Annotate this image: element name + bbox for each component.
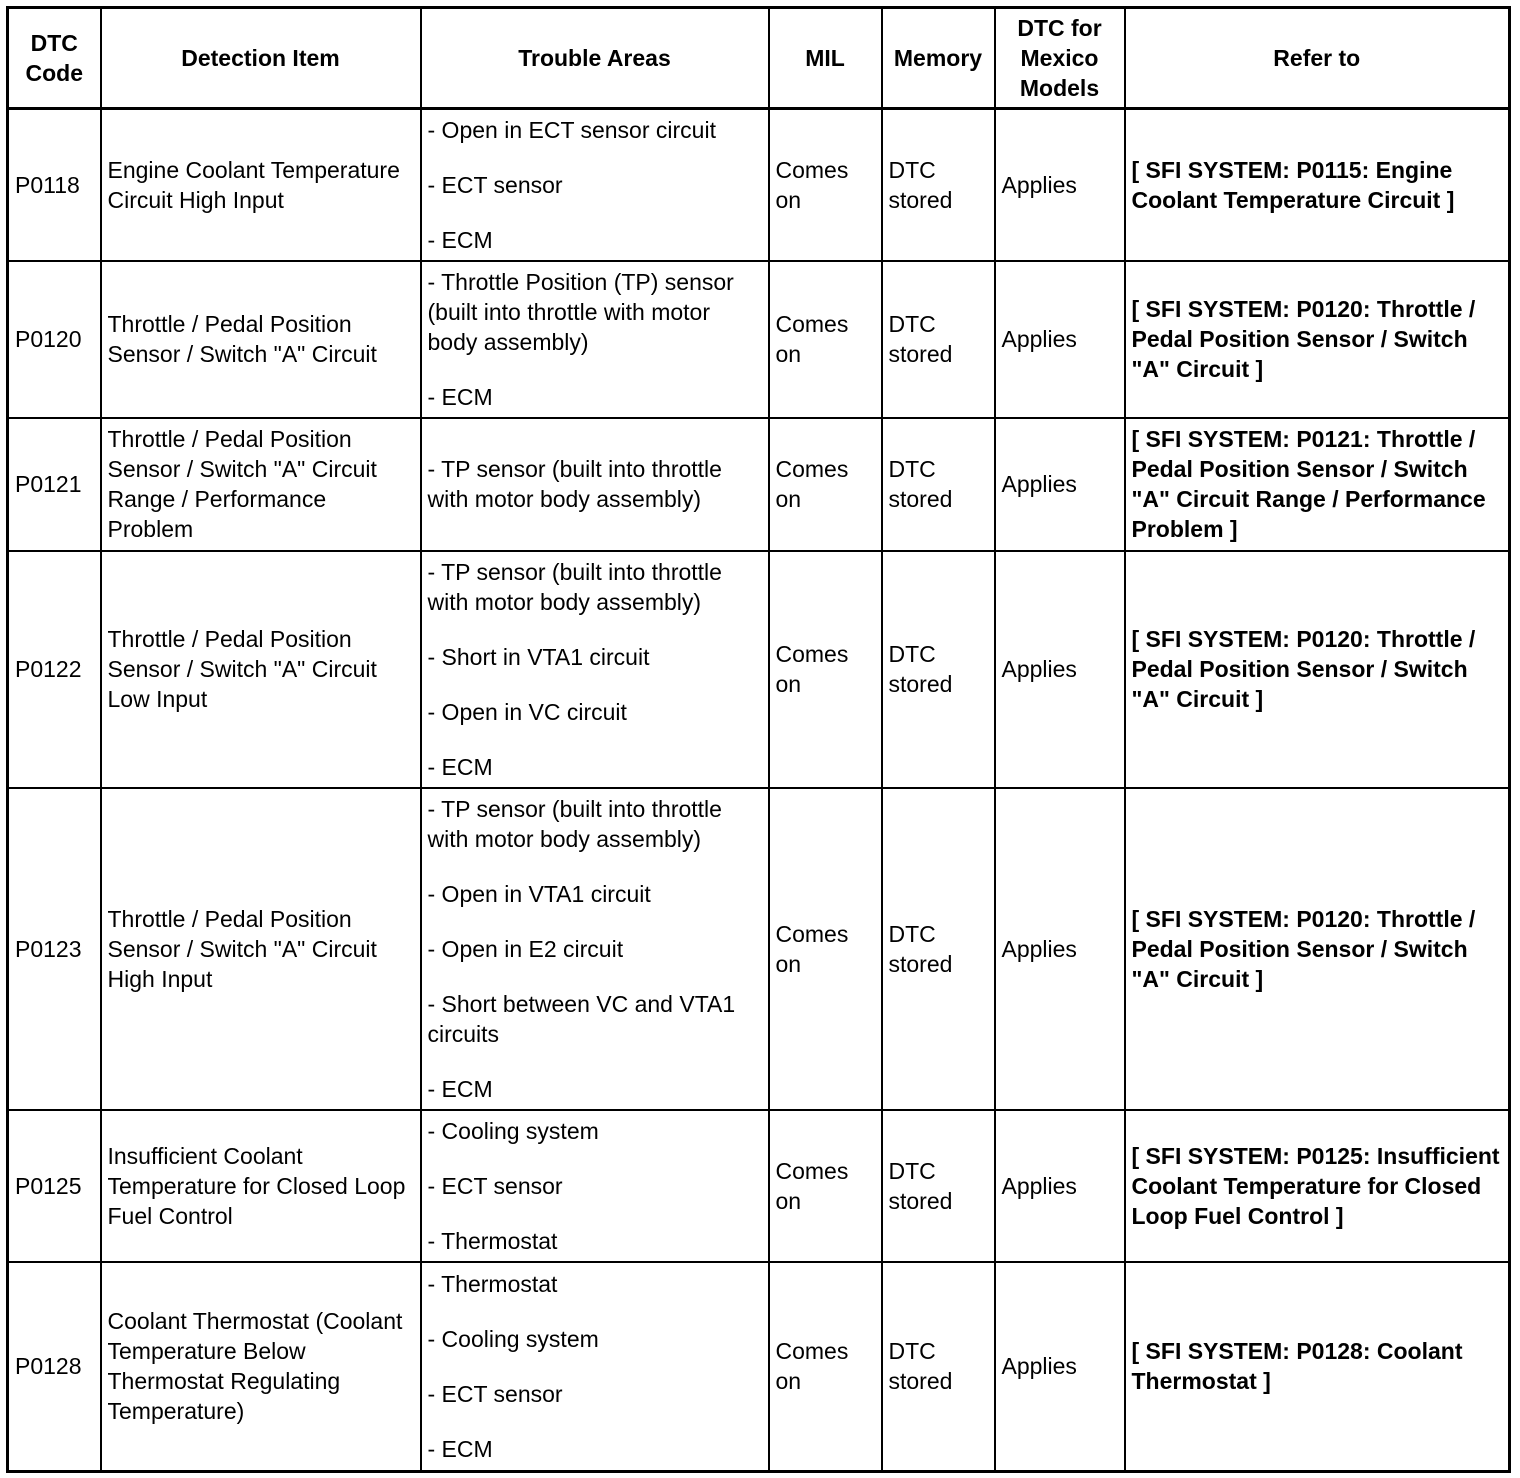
detection-item-cell: Throttle / Pedal Position Sensor / Switch "A" Circuit Low Input (101, 551, 421, 788)
trouble-area-item: - ECT sensor (427, 171, 563, 198)
trouble-area-item: - Open in E2 circuit (427, 935, 624, 962)
trouble-area-item: - TP sensor (built into throttle with motor body assembly) (427, 558, 722, 615)
detection-item-cell: Throttle / Pedal Position Sensor / Switch "A" Circuit High Input (101, 788, 421, 1110)
header-dtc-code: DTC Code (8, 8, 101, 109)
refer-to-cell: [ SFI SYSTEM: P0128: Coolant Thermostat ] (1125, 1262, 1510, 1472)
trouble-area-item: - Cooling system (427, 1117, 599, 1144)
trouble-areas-cell (421, 1110, 769, 1262)
table-row (8, 418, 1510, 551)
dtc-code-cell: P0122 (8, 551, 101, 788)
mexico-models-cell: Applies (995, 551, 1125, 788)
detection-item-cell: Throttle / Pedal Position Sensor / Switch "A" Circuit Range / Performance Problem (101, 418, 421, 551)
header-trouble-areas: Trouble Areas (421, 8, 769, 109)
refer-to-cell: [ SFI SYSTEM: P0115: Engine Coolant Temperature Circuit ] (1125, 109, 1510, 261)
dtc-code-cell: P0128 (8, 1262, 101, 1472)
detection-item-cell: Coolant Thermostat (Coolant Temperature Below Thermostat Regulating Temperature) (101, 1262, 421, 1472)
refer-to-cell: [ SFI SYSTEM: P0125: Insufficient Coolant Temperature for Closed Loop Fuel Control ] (1125, 1110, 1510, 1262)
trouble-area-item: - ECM (427, 1435, 493, 1462)
trouble-area-item: - ECT sensor (427, 1380, 563, 1407)
mil-cell: Comes on (769, 418, 882, 551)
table-row (8, 1262, 1510, 1472)
trouble-area-item: - ECM (427, 226, 493, 253)
trouble-area-item: - Open in ECT sensor circuit (427, 116, 716, 143)
mexico-models-cell: Applies (995, 1262, 1125, 1472)
dtc-code-cell: P0120 (8, 261, 101, 418)
trouble-area-item: - Short in VTA1 circuit (427, 643, 650, 670)
mexico-models-cell: Applies (995, 418, 1125, 551)
dtc-code-cell: P0125 (8, 1110, 101, 1262)
dtc-code-cell: P0118 (8, 109, 101, 261)
trouble-area-item: - TP sensor (built into throttle with motor body assembly) (427, 456, 722, 512)
trouble-areas-cell (421, 109, 769, 261)
header-memory: Memory (882, 8, 995, 109)
trouble-areas-cell (421, 1262, 769, 1472)
table-row (8, 261, 1510, 418)
trouble-areas-cell (421, 418, 769, 551)
mil-cell: Comes on (769, 109, 882, 261)
trouble-area-item: - TP sensor (built into throttle with motor body assembly) (427, 795, 722, 852)
refer-to-cell: [ SFI SYSTEM: P0120: Throttle / Pedal Position Sensor / Switch "A" Circuit ] (1125, 551, 1510, 788)
refer-to-cell: [ SFI SYSTEM: P0120: Throttle / Pedal Position Sensor / Switch "A" Circuit ] (1125, 261, 1510, 418)
memory-cell: DTC stored (882, 418, 995, 551)
trouble-area-item: - Throttle Position (TP) sensor (built into throttle with motor body assembly) (427, 268, 734, 355)
trouble-area-item: - Open in VTA1 circuit (427, 880, 651, 907)
mexico-models-cell: Applies (995, 788, 1125, 1110)
trouble-area-item: - Short between VC and VTA1 circuits (427, 990, 736, 1047)
mil-cell: Comes on (769, 1262, 882, 1472)
trouble-area-item: - ECT sensor (427, 1172, 563, 1199)
trouble-area-item: - ECM (427, 383, 493, 410)
dtc-code-cell: P0123 (8, 788, 101, 1110)
refer-to-cell: [ SFI SYSTEM: P0121: Throttle / Pedal Position Sensor / Switch "A" Circuit Range / Performance Problem ] (1125, 418, 1510, 551)
trouble-area-item: - ECM (427, 753, 493, 780)
table-body (8, 109, 1510, 1472)
mil-cell: Comes on (769, 788, 882, 1110)
header-mexico-models: DTC for Mexico Models (995, 8, 1125, 109)
memory-cell: DTC stored (882, 1110, 995, 1262)
trouble-areas-cell (421, 261, 769, 418)
table-row (8, 788, 1510, 1110)
trouble-area-item: - Cooling system (427, 1325, 599, 1352)
detection-item-cell: Insufficient Coolant Temperature for Closed Loop Fuel Control (101, 1110, 421, 1262)
mexico-models-cell: Applies (995, 109, 1125, 261)
refer-to-cell: [ SFI SYSTEM: P0120: Throttle / Pedal Position Sensor / Switch "A" Circuit ] (1125, 788, 1510, 1110)
trouble-area-item: - Thermostat (427, 1270, 558, 1297)
mil-cell: Comes on (769, 551, 882, 788)
header-detection-item: Detection Item (101, 8, 421, 109)
trouble-area-item: - Open in VC circuit (427, 698, 627, 725)
memory-cell: DTC stored (882, 261, 995, 418)
dtc-table (6, 6, 1511, 1473)
detection-item-cell: Engine Coolant Temperature Circuit High Input (101, 109, 421, 261)
header-refer-to: Refer to (1125, 8, 1510, 109)
memory-cell: DTC stored (882, 109, 995, 261)
dtc-code-cell: P0121 (8, 418, 101, 551)
trouble-area-item: - Thermostat (427, 1227, 558, 1254)
mil-cell: Comes on (769, 261, 882, 418)
memory-cell: DTC stored (882, 551, 995, 788)
mexico-models-cell: Applies (995, 1110, 1125, 1262)
table-header (8, 8, 1510, 109)
table-row (8, 551, 1510, 788)
mexico-models-cell: Applies (995, 261, 1125, 418)
header-mil: MIL (769, 8, 882, 109)
trouble-areas-cell (421, 788, 769, 1110)
table-row (8, 1110, 1510, 1262)
table-row (8, 109, 1510, 261)
mil-cell: Comes on (769, 1110, 882, 1262)
memory-cell: DTC stored (882, 788, 995, 1110)
trouble-areas-cell (421, 551, 769, 788)
detection-item-cell: Throttle / Pedal Position Sensor / Switch "A" Circuit (101, 261, 421, 418)
memory-cell: DTC stored (882, 1262, 995, 1472)
trouble-area-item: - ECM (427, 1075, 493, 1102)
